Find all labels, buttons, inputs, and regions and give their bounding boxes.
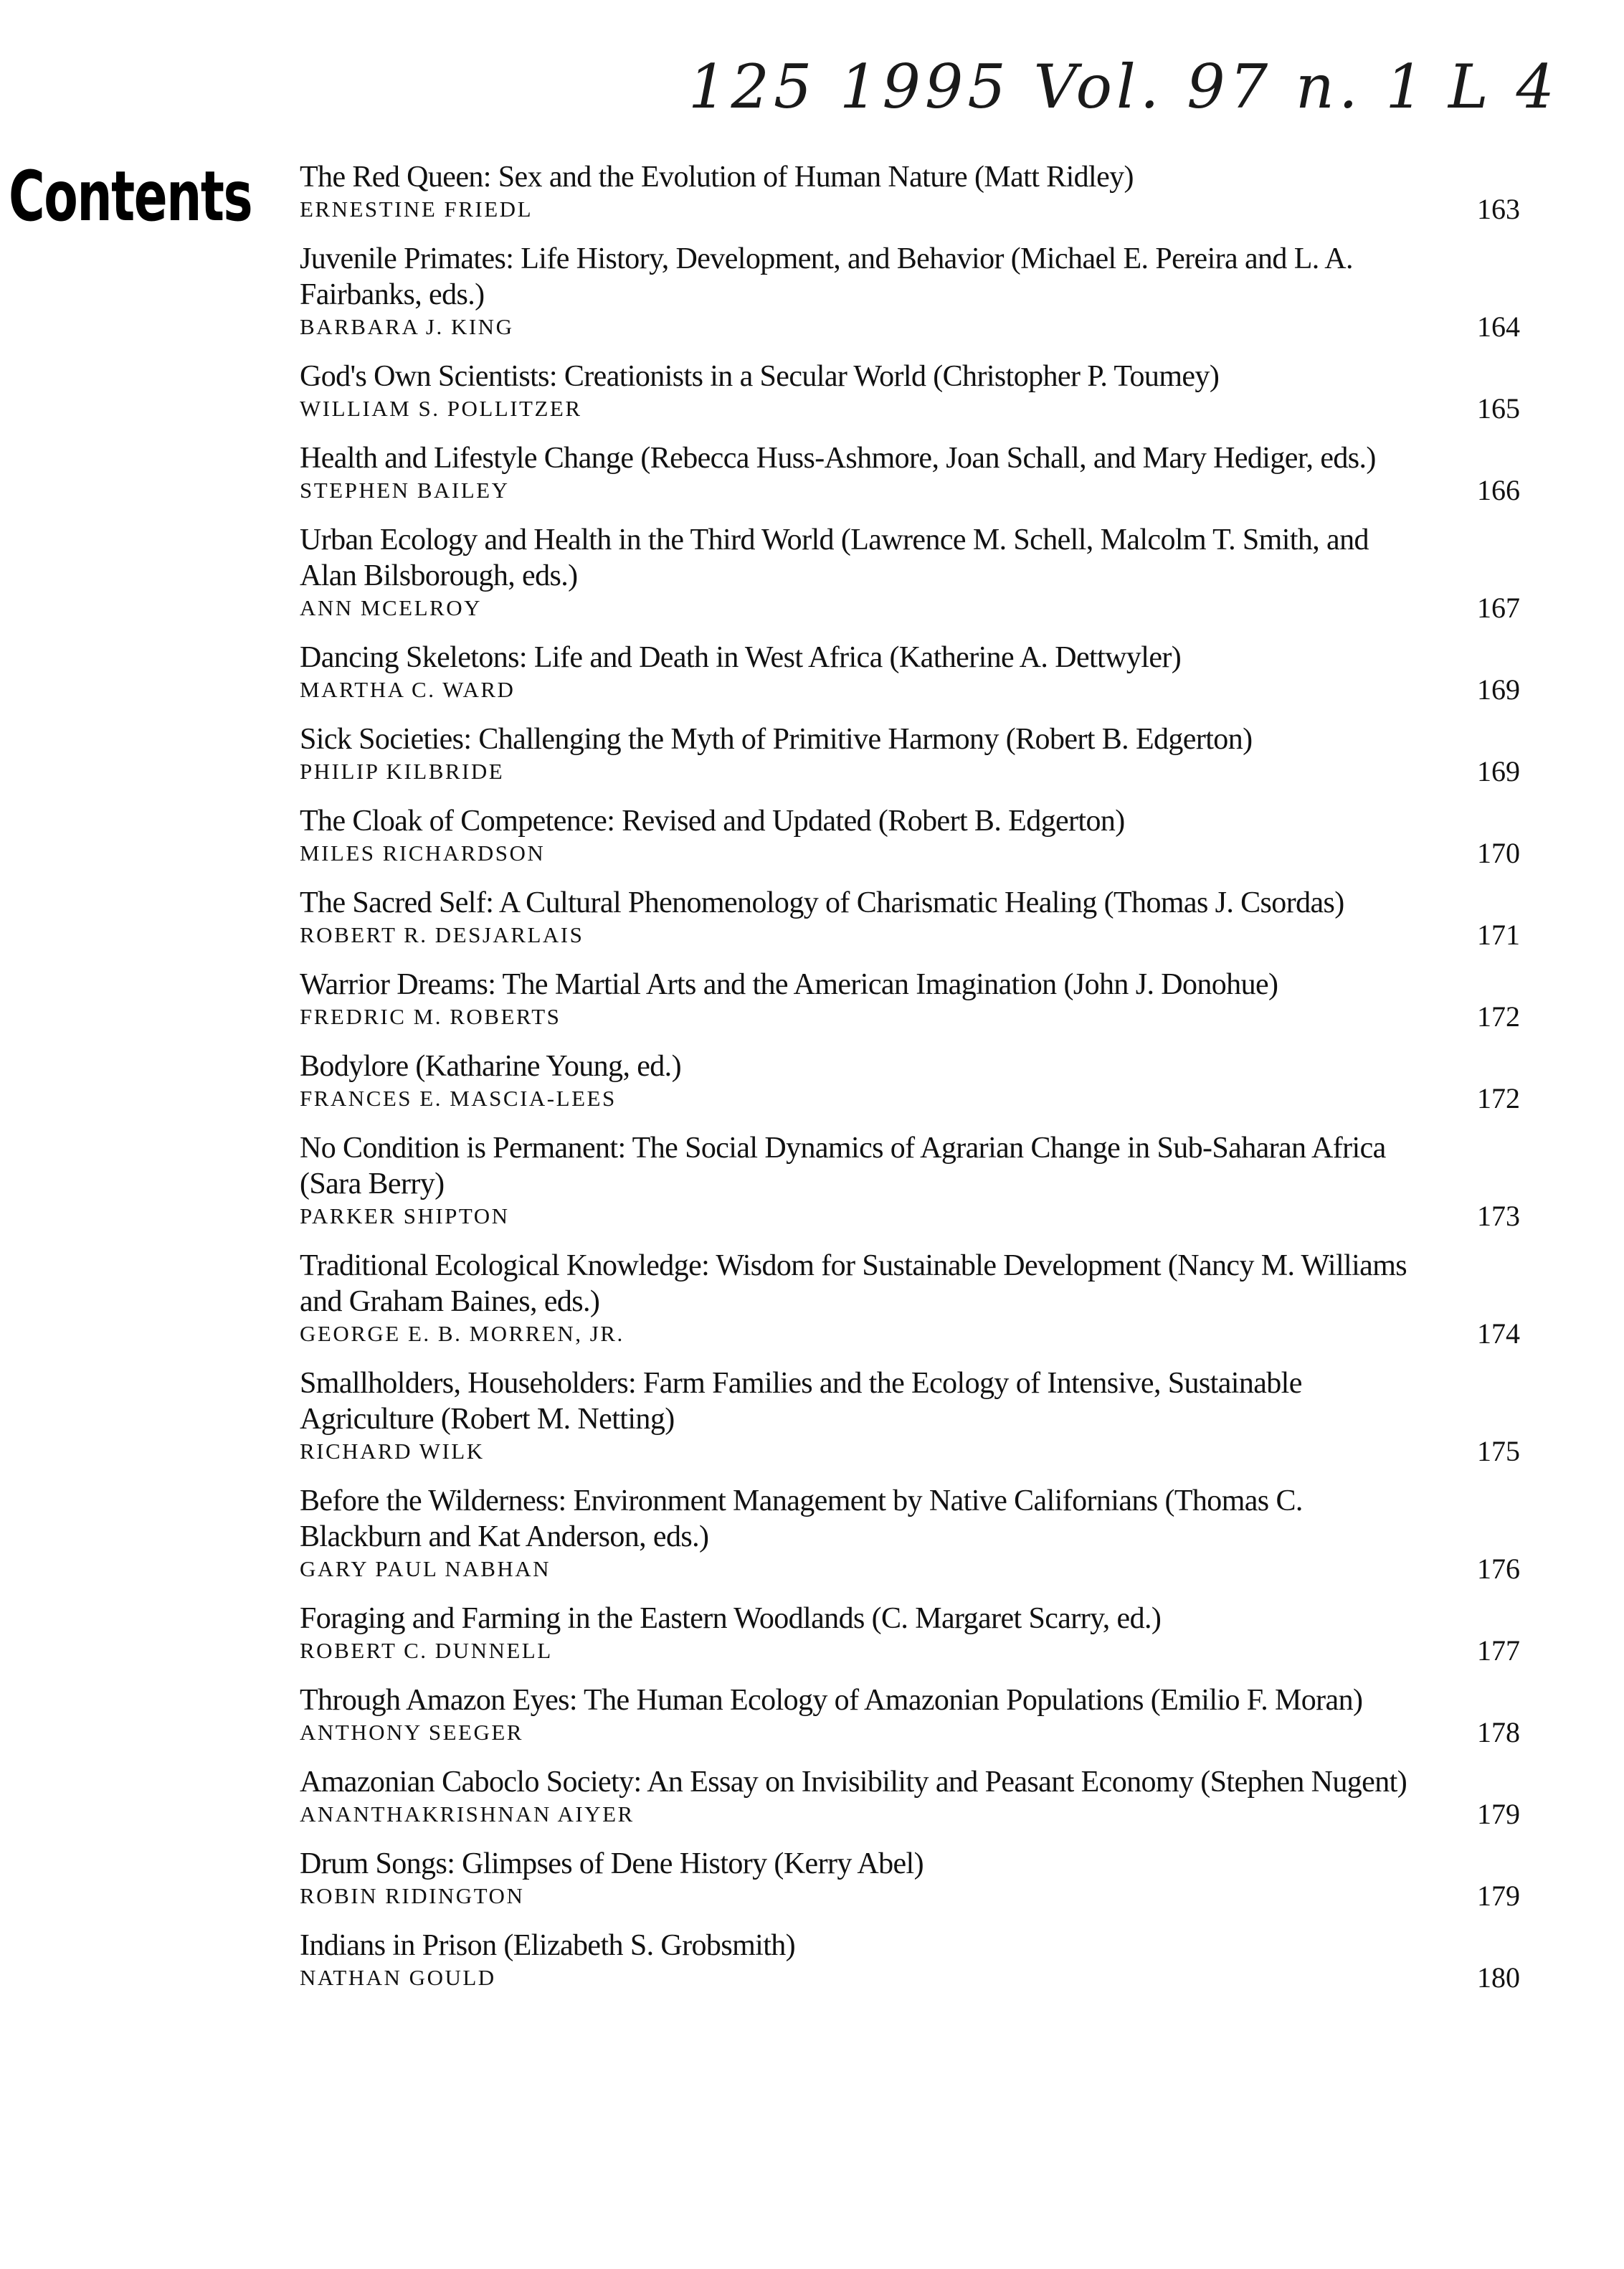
page-number: 172 xyxy=(1477,1082,1520,1114)
toc-entry xyxy=(300,1682,1520,1747)
page-number: 180 xyxy=(1477,1961,1520,1994)
page-number: 169 xyxy=(1477,755,1520,787)
reviewer-name: FREDRIC M. ROBERTS xyxy=(300,1004,561,1029)
page-number: 163 xyxy=(1477,193,1520,225)
page-number: 166 xyxy=(1477,474,1520,506)
toc-entry xyxy=(300,440,1520,505)
toc-entry xyxy=(300,1483,1520,1583)
page-number: 170 xyxy=(1477,837,1520,869)
reviewer-name: BARBARA J. KING xyxy=(300,314,514,339)
toc-entry xyxy=(300,1130,1520,1231)
table-of-contents xyxy=(300,159,1520,1992)
reviewer-name: FRANCES E. MASCIA-LEES xyxy=(300,1086,617,1111)
toc-entry xyxy=(300,1048,1520,1113)
handwritten-call-number: 125 1995 Vol. 97 n. 1 xyxy=(688,52,1428,122)
review-title: Through Amazon Eyes: The Human Ecology of Amazonian Populations (Emilio F. Moran) xyxy=(300,1684,1363,1717)
review-title: Warrior Dreams: The Martial Arts and the American Imagination (John J. Donohue) xyxy=(300,968,1278,1001)
page-number: 167 xyxy=(1477,592,1520,624)
review-title: Juvenile Primates: Life History, Development, and Behavior (Michael E. Pereira and L. A. Fairbanks, eds.) xyxy=(300,242,1353,311)
review-title: Foraging and Farming in the Eastern Woodlands (C. Margaret Scarry, ed.) xyxy=(300,1602,1162,1635)
review-title: Dancing Skeletons: Life and Death in West Africa (Katherine A. Dettwyler) xyxy=(300,641,1182,674)
review-title: God's Own Scientists: Creationists in a Secular World (Christopher P. Toumey) xyxy=(300,360,1220,393)
reviewer-name: MARTHA C. WARD xyxy=(300,677,516,702)
page-number: 179 xyxy=(1477,1880,1520,1912)
page-number: 171 xyxy=(1477,919,1520,951)
contents-heading: Contents xyxy=(9,156,252,237)
review-title: Before the Wilderness: Environment Management by Native Californians (Thomas C. Blackburn and Kat Anderson, eds.) xyxy=(300,1484,1303,1553)
reviewer-name: ANTHONY SEEGER xyxy=(300,1720,523,1745)
reviewer-name: MILES RICHARDSON xyxy=(300,840,546,866)
reviewer-name: ROBIN RIDINGTON xyxy=(300,1883,525,1908)
toc-entry xyxy=(300,885,1520,949)
reviewer-name: PARKER SHIPTON xyxy=(300,1203,510,1228)
toc-entry xyxy=(300,1365,1520,1466)
review-title: Traditional Ecological Knowledge: Wisdom for Sustainable Development (Nancy M. Williams and Graham Baines, eds.) xyxy=(300,1249,1407,1318)
reviewer-name: STEPHEN BAILEY xyxy=(300,478,510,503)
reviewer-name: ROBERT C. DUNNELL xyxy=(300,1638,553,1663)
page-number: 172 xyxy=(1477,1000,1520,1033)
review-title: No Condition is Permanent: The Social Dynamics of Agrarian Change in Sub-Saharan Africa (Sara Berry) xyxy=(300,1132,1386,1200)
reviewer-name: ROBERT R. DESJARLAIS xyxy=(300,922,584,947)
toc-entry xyxy=(300,522,1520,622)
review-title: Sick Societies: Challenging the Myth of Primitive Harmony (Robert B. Edgerton) xyxy=(300,723,1253,756)
page-number: 165 xyxy=(1477,392,1520,425)
toc-entry xyxy=(300,1928,1520,1992)
review-title: Health and Lifestyle Change (Rebecca Huss-Ashmore, Joan Schall, and Mary Hediger, eds.) xyxy=(300,442,1376,475)
toc-entry xyxy=(300,359,1520,423)
toc-entry xyxy=(300,1248,1520,1348)
reviewer-name: RICHARD WILK xyxy=(300,1439,485,1464)
review-title: The Cloak of Competence: Revised and Updated (Robert B. Edgerton) xyxy=(300,805,1125,838)
page-number: 178 xyxy=(1477,1716,1520,1748)
toc-entry xyxy=(300,967,1520,1031)
page-number: 175 xyxy=(1477,1435,1520,1467)
reviewer-name: ERNESTINE FRIEDL xyxy=(300,196,533,222)
toc-entry xyxy=(300,721,1520,786)
review-title: Amazonian Caboclo Society: An Essay on Invisibility and Peasant Economy (Stephen Nugent) xyxy=(300,1766,1407,1799)
reviewer-name: GEORGE E. B. MORREN, JR. xyxy=(300,1321,625,1346)
toc-entry xyxy=(300,1601,1520,1665)
toc-entry xyxy=(300,241,1520,341)
page-number: 173 xyxy=(1477,1200,1520,1232)
page-number: 177 xyxy=(1477,1634,1520,1667)
toc-entry xyxy=(300,803,1520,868)
reviewer-name: WILLIAM S. POLLITZER xyxy=(300,396,582,421)
page-number: 164 xyxy=(1477,311,1520,343)
toc-entry xyxy=(300,1846,1520,1910)
handwritten-shelf-mark: L 4 xyxy=(1448,52,1559,122)
toc-entry xyxy=(300,640,1520,704)
review-title: Drum Songs: Glimpses of Dene History (Kerry Abel) xyxy=(300,1847,923,1880)
handwritten-annotation xyxy=(688,52,1559,145)
review-title: The Sacred Self: A Cultural Phenomenology of Charismatic Healing (Thomas J. Csordas) xyxy=(300,886,1344,919)
page-number: 169 xyxy=(1477,673,1520,706)
review-title: The Red Queen: Sex and the Evolution of Human Nature (Matt Ridley) xyxy=(300,161,1134,194)
reviewer-name: NATHAN GOULD xyxy=(300,1965,496,1990)
review-title: Indians in Prison (Elizabeth S. Grobsmith) xyxy=(300,1929,796,1962)
review-title: Smallholders, Householders: Farm Families and the Ecology of Intensive, Sustainable Agriculture (Robert M. Netting) xyxy=(300,1367,1302,1436)
page-number: 176 xyxy=(1477,1553,1520,1585)
review-title: Bodylore (Katharine Young, ed.) xyxy=(300,1050,681,1083)
reviewer-name: ANANTHAKRISHNAN AIYER xyxy=(300,1801,635,1827)
toc-entry xyxy=(300,159,1520,224)
toc-entry xyxy=(300,1764,1520,1829)
page-number: 179 xyxy=(1477,1798,1520,1830)
reviewer-name: ANN MCELROY xyxy=(300,595,482,620)
review-title: Urban Ecology and Health in the Third World (Lawrence M. Schell, Malcolm T. Smith, and Alan Bilsborough, eds.) xyxy=(300,524,1369,592)
page-number: 174 xyxy=(1477,1317,1520,1350)
reviewer-name: GARY PAUL NABHAN xyxy=(300,1556,551,1581)
reviewer-name: PHILIP KILBRIDE xyxy=(300,759,505,784)
